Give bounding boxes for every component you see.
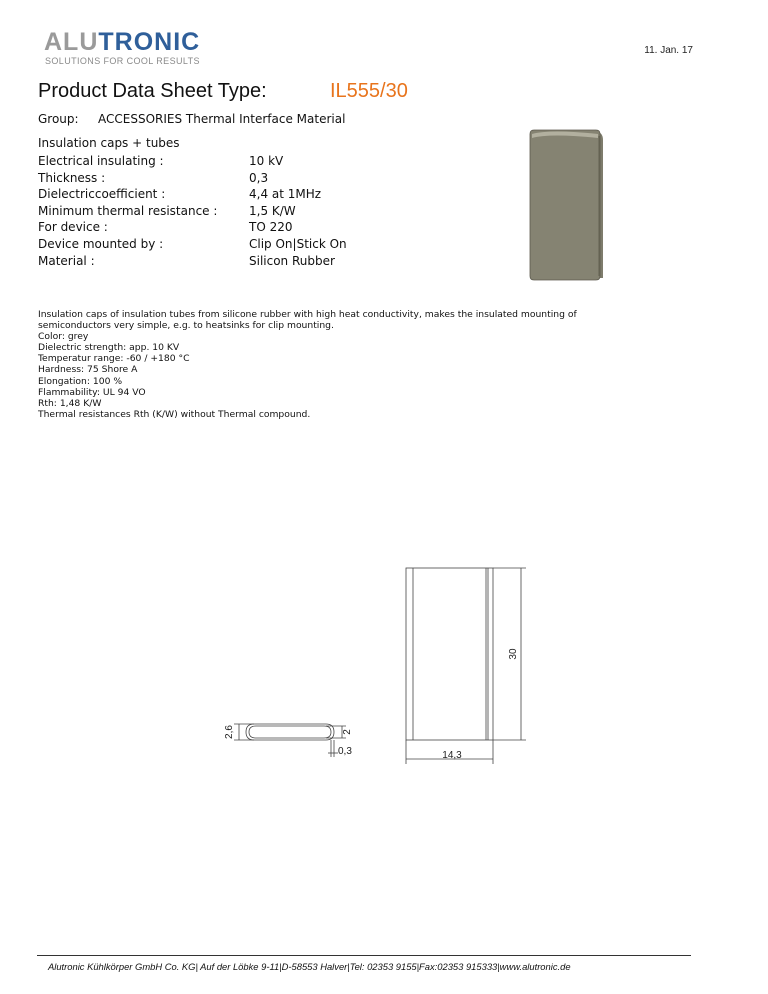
spec-label: For device : — [38, 220, 108, 235]
dimension-width-label: 14,3 — [442, 750, 462, 761]
spec-label: Device mounted by : — [38, 236, 164, 251]
description-line: Flammability: UL 94 VO — [38, 386, 146, 398]
front-view-outline — [406, 568, 493, 740]
description-line: Rth: 1,48 K/W — [38, 397, 102, 409]
description-line: Dielectric strength: app. 10 KV — [38, 342, 180, 354]
description-line: Elongation: 100 % — [38, 375, 123, 387]
section-view-inner — [249, 726, 331, 738]
spec-label: Electrical insulating : — [38, 154, 164, 168]
spec-label: Thickness : — [38, 170, 106, 185]
description-line: semiconductors very simple, e.g. to heatsinks for clip mounting. — [38, 320, 334, 332]
footer-divider — [37, 955, 691, 956]
product-type: IL555/30 — [330, 80, 408, 102]
dimension-thickness-label: 0,3 — [338, 746, 352, 757]
spec-row — [38, 236, 347, 253]
page-title: Product Data Sheet Type: — [38, 80, 267, 102]
subgroup-heading: Insulation caps + tubes — [38, 136, 180, 150]
description-line: Color: grey — [38, 331, 89, 343]
dimension-inner-label: 2 — [342, 729, 353, 735]
product-body — [530, 130, 600, 280]
spec-label: Minimum thermal resistance : — [38, 203, 218, 218]
spec-table — [38, 153, 347, 269]
logo-tagline: SOLUTIONS FOR COOL RESULTS — [45, 56, 200, 66]
description-line: Insulation caps of insulation tubes from silicone rubber with high heat conductivity, makes the insulated mounting of — [38, 309, 577, 320]
technical-drawing — [210, 560, 540, 770]
spec-label: Material : — [38, 253, 95, 268]
spec-value: 10 kV — [249, 154, 284, 168]
description-line: Temperatur range: -60 / +180 °C — [38, 353, 190, 365]
section-view-outer — [246, 724, 334, 740]
description-line: Thermal resistances Rth (K/W) without Thermal compound. — [38, 408, 311, 420]
spec-row — [38, 253, 347, 270]
product-description — [38, 309, 678, 420]
spec-value: Silicon Rubber — [249, 253, 335, 268]
spec-row — [38, 186, 347, 203]
spec-value: TO 220 — [249, 220, 293, 235]
spec-value: 4,4 at 1MHz — [249, 187, 322, 202]
spec-label: Dielectriccoefficient : — [38, 187, 166, 202]
group-label: Group: — [38, 112, 79, 126]
group-value: ACCESSORIES Thermal Interface Material — [98, 112, 346, 126]
dimension-outer-label: 2,6 — [224, 725, 235, 739]
spec-row — [38, 170, 347, 187]
spec-row — [38, 219, 347, 236]
product-image — [520, 126, 610, 286]
footer-address: Alutronic Kühlkörper GmbH Co. KG| Auf der Löbke 9-11|D-58553 Halver|Tel: 02353 9155|Fax:02353 915333|www.alutronic.de — [48, 961, 571, 972]
dimension-height-label: 30 — [508, 648, 519, 660]
spec-row — [38, 203, 347, 220]
logo-text-tronic: TRONIC — [98, 28, 201, 56]
company-logo — [44, 28, 200, 56]
spec-value: 1,5 K/W — [249, 203, 296, 218]
spec-value: 0,3 — [249, 170, 269, 185]
spec-row — [38, 153, 347, 170]
description-line: Hardness: 75 Shore A — [38, 364, 138, 376]
document-date: 11. Jan. 17 — [644, 45, 693, 56]
spec-value: Clip On|Stick On — [249, 236, 347, 251]
logo-text-alu: ALU — [44, 28, 99, 56]
